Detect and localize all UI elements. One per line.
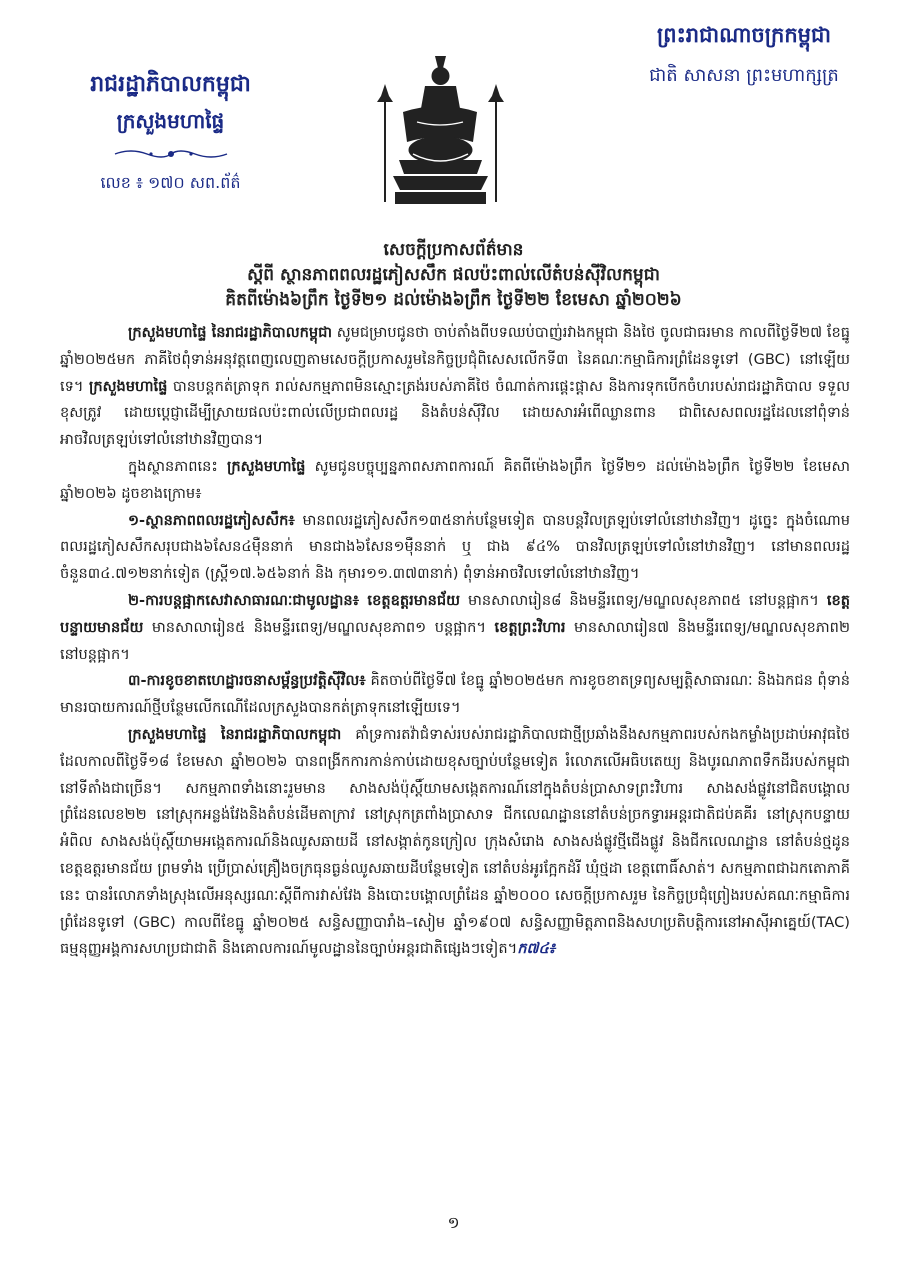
section-heading: ១-ស្ថានភាពពលរដ្ឋភៀសសឹក៖ — [128, 511, 295, 529]
ministry-lead: ក្រសួងមហាផ្ទៃ នៃរាជរដ្ឋាភិបាលកម្ពុជា — [128, 725, 342, 743]
kingdom-header — [609, 22, 879, 90]
headline-subject: ស្តីពី ស្ថានភាពពលរដ្ឋភៀសសឹក ផលប៉ះពាល់លើតំបន់ស៊ីវិលកម្ពុជា — [247, 265, 660, 285]
paragraph-text: សូមជូនបច្ចុប្បន្នភាពសភាពការណ៍ គិតពីម៉ោង៦ព្រឹក ថ្ងៃទី២១ ដល់ម៉ោង៦ព្រឹក ថ្ងៃទី២២ ខែមេសា ឆ្នាំ២០២៦ ដូចខាងក្រោម៖ — [60, 457, 850, 502]
paragraph-services — [60, 588, 850, 668]
province-name: ខេត្តបន្ទាយមានជ័យ — [60, 591, 850, 636]
province-name: ខេត្តព្រះវិហារ — [494, 618, 566, 636]
headline — [60, 238, 847, 313]
paragraph-situation — [60, 454, 850, 508]
section-heading: ៣-ការខូចខាតហេដ្ឋារចនាសម្ព័ន្ធប្រវត្តិស៊ីវិល៖ — [128, 672, 366, 690]
initials-mark: ក៧៤៖ — [517, 940, 556, 958]
page-number: ១ — [447, 1213, 460, 1232]
ministry-lead: ក្រសួងមហាផ្ទៃ — [226, 457, 306, 475]
royal-coat-of-arms-icon — [373, 52, 508, 212]
paragraph-text: មានពលរដ្ឋភៀសសឹក១៣៥នាក់បន្ថែមទៀត បានបន្តវិលត្រឡប់ទៅលំនៅឋានវិញ។ ដូច្នេះ ក្នុងចំណោមពលរដ្ឋភៀសសឹកសរុបជាង៦សែន៤ម៉ឺននាក់ មានជាង៦សែន១ម៉ឺននាក់ ឬ ជាង ៩៤% បានវិលត្រឡប់ទៅលំនៅឋានវិញ។ នៅមានពលរដ្ឋចំនួន៣៤.៧១២នាក់ទៀត (ស្ត្រី១៧.៦៥៦នាក់ និង កុមារ១១.៣៧៣នាក់) ពុំទាន់អាចវិលទៅលំនៅឋានវិញ។ — [60, 511, 850, 583]
ministry-lead: ក្រសួងមហាផ្ទៃ នៃរាជរដ្ឋាភិបាលកម្ពុជា — [128, 324, 333, 341]
section-heading: ២-ការបន្តផ្អាកសេវាសាធារណៈជាមូលដ្ឋាន៖ ខេត្តឧត្តរមានជ័យ — [128, 591, 461, 609]
kingdom-title: ព្រះរាជាណាចក្រកម្ពុជា — [656, 23, 831, 47]
paragraph-text: គិតចាប់ពីថ្ងៃទី៧ ខែធ្នូ ឆ្នាំ២០២៥មក ការខូចខាតទ្រព្យសម្បត្តិសាធារណៈ និងឯកជន ពុំទាន់មានរបាយការណ៍ថ្មីបន្ថែមលើកណើដែលក្រសួងបានកត់ត្រាទុកនៅឡើយទេ។ — [60, 672, 850, 717]
national-motto: ជាតិ សាសនា ព្រះមហាក្សត្រ — [649, 65, 839, 86]
paragraph-damage — [60, 668, 850, 722]
paragraph-text: សូមជម្រាបជូនថា ចាប់តាំងពីបទឈប់បាញ់រវាងកម្ពុជា និងថៃ ចូលជាធរមាន កាលពីថ្ងៃទី២៧ ខែធ្នូ ឆ្នាំ២០២៥មក ភាគីថៃពុំទាន់អនុវត្តពេញលេញតាមសេចក្តីប្រកាសរួមនៃកិច្ចប្រជុំពិសេសលើកទី៣ នៃគណៈកម្មាធិការព្រំដែនទូទៅ (GBC) នៅឡើយទេ។ — [60, 324, 850, 395]
headline-title: សេចក្តីប្រកាសព័ត៌មាន — [383, 240, 524, 260]
paragraph-text: បានបន្តកត់ត្រាទុក រាល់សកម្មភាពមិនស្មោះត្រង់របស់ភាគីថៃ ចំណាត់ការផ្តេះផ្តាស និងការទុកបើកចំហរបស់រាជរដ្ឋាភិបាល ទទួលខុសត្រូវ ដោយប្តេជ្ញាដើម្បីស្រាយផលប៉ះពាល់លើប្រជាពលរដ្ឋ និងតំបន់ស៊ីវិល ដោយសារអំពើឈ្លានពាន ជាពិសេសពលរដ្ឋដែលនៅពុំទាន់អាចវិលត្រឡប់ទៅលំនៅឋានវិញបាន។ — [60, 377, 851, 449]
paragraph-text: គាំទ្រការតវ៉ាជំទាស់របស់រាជរដ្ឋាភិបាលជាថ្មីប្រឆាំងនឹងសកម្មភាពរបស់កងកម្លាំងប្រដាប់អាវុធថៃ ដែលកាលពីថ្ងៃទី១៨ ខែមេសា ឆ្នាំ២០២៦ បានពង្រីកការកាន់កាប់ដោយខុសច្បាប់បន្ថែមទៀត រំលោភលើអធិបតេយ្យ និងបូរណភាពទឹកដីរបស់កម្ពុជា នៅទីតាំងជាច្រើន។ សកម្មភាពទាំងនោះរួមមាន សាងសង់ប៉ុស្តិ៍យាមសង្កេតការណ៍នៅក្នុងតំបន់ប្រាសាទព្រះវិហារ សាងសង់ផ្លូវនៅជិតបង្គោលព្រំដែនលេខ២២ នៅស្រុកអន្លង់វែងនិងតំបន់ដើមតាក្រាវ នៅស្រុកត្រពាំងប្រាសាទ ជីកលេណដ្ឋាននៅតំបន់ច្រកទ្វារអន្តរជាតិជប់គគីរ នៅស្រុកបន្ទាយអំពិល សាងសង់ប៉ុស្តិ៍យាមអង្កេតការណ៍និងឈូសឆាយដី នៅសង្កាត់កូនក្រៀល ក្រុងសំរោង សាងសង់ផ្លូវថ្មីជើងផ្លូវ និងជីកលេណដ្ឋាន នៅតំបន់ថ្មដូន ខេត្តឧត្តរមានជ័យ ព្រមទាំង ប្រើប្រាស់គ្រឿងចក្រធុនធ្ងន់ឈូសឆាយដីបន្ថែមទៀត នៅតំបន់អូរក្អែកដំរី ឃុំថ្មដា ខេត្តពោធិ៍សាត់។ សកម្មភាពជាឯកតោភាគីនេះ បានរំលោភទាំងស្រុងលើអនុស្សរណៈស្តីពីការវាស់វែង និងបោះបង្គោលព្រំដែន ឆ្នាំ២០០០ សេចក្តីប្រកាសរួម នៃកិច្ចប្រជុំព្រៀងរបស់គណៈកម្មាធិការព្រំដែនទូទៅ (GBC) កាលពីខែធ្នូ ឆ្នាំ២០២៥ សន្ធិសញ្ញាបារាំង–សៀម ឆ្នាំ១៩០៧ សន្ធិសញ្ញាមិត្តភាពនិងសហប្រតិបត្តិការនៅអាស៊ីអាគ្នេយ៍(TAC) ធម្មនុញ្ញអង្គការសហប្រជាជាតិ និងគោលការណ៍មូលដ្ឋាននៃច្បាប់អន្តរជាតិផ្សេងៗទៀត។ — [60, 725, 851, 958]
reference-number: លេខ ៖ ១៧០ សព.ព័ត៌ — [100, 173, 241, 192]
ornament-divider-icon — [111, 146, 231, 162]
paragraph-text: ក្នុងស្ថានភាពនេះ — [128, 457, 227, 475]
paragraph-intro — [60, 320, 850, 454]
ministry-name: ក្រសួងមហាផ្ទៃ — [116, 109, 225, 133]
paragraph-protest — [60, 722, 850, 963]
government-name: រាជរដ្ឋាភិបាលកម្ពុជា — [90, 72, 251, 97]
paragraph-text: មានសាលារៀន៧ និងមន្ទីរពេទ្យ/មណ្ឌលសុខភាព២ នៅបន្តផ្អាក។ — [60, 618, 850, 663]
paragraph-text: មានសាលារៀន៥ និងមន្ទីរពេទ្យ/មណ្ឌលសុខភាព១ បន្តផ្អាក។ — [143, 618, 495, 636]
ministry-header — [58, 70, 283, 196]
paragraph-refugees — [60, 508, 850, 588]
headline-period: គិតពីម៉ោង៦ព្រឹក ថ្ងៃទី២១ ដល់ម៉ោង៦ព្រឹក ថ្ងៃទី២២ ខែមេសា ឆ្នាំ២០២៦ — [225, 290, 682, 310]
document-body — [60, 320, 850, 963]
paragraph-text: មានសាលារៀន៨ និងមន្ទីរពេទ្យ/មណ្ឌលសុខភាព៥ នៅបន្តផ្អាក។ — [460, 591, 827, 609]
ministry-lead: ក្រសួងមហាផ្ទៃ — [88, 377, 168, 395]
